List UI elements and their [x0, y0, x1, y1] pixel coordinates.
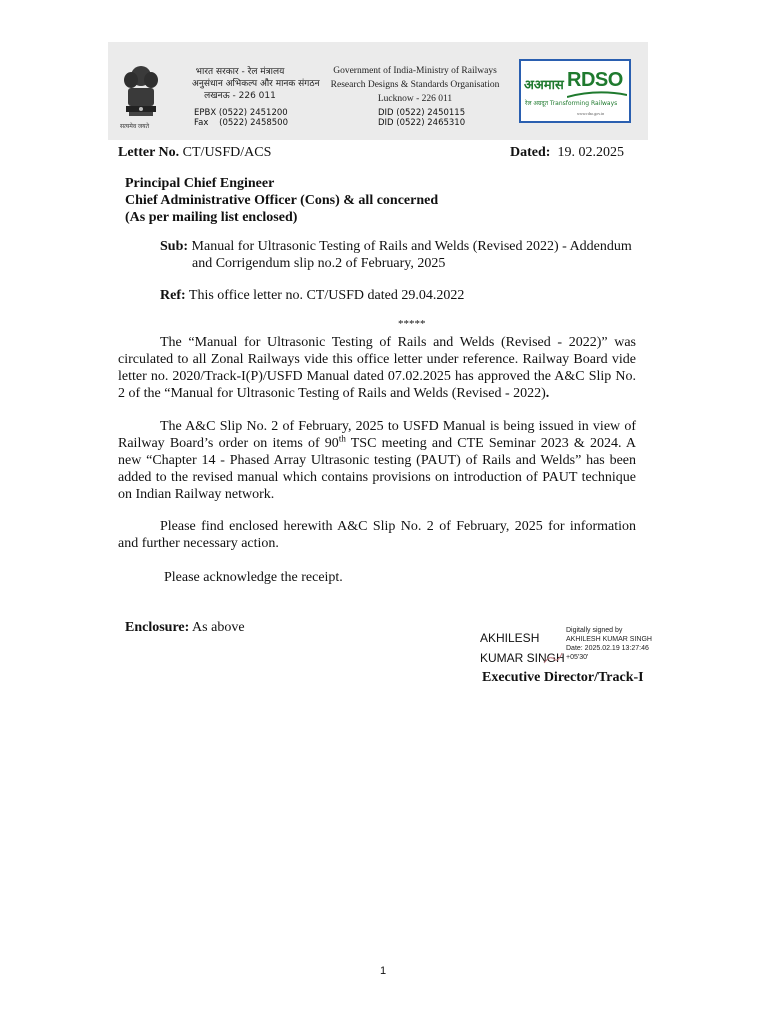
- letter-number-label: Letter No.: [118, 145, 180, 160]
- designation: Executive Director/Track-I: [482, 670, 644, 685]
- digital-signature: [480, 625, 650, 669]
- signature-detail-line: Digitally signed by: [566, 627, 623, 634]
- phone-line: Fax (0522) 2458500: [194, 118, 288, 128]
- addressee-line: Chief Administrative Officer (Cons) & all concerned: [125, 193, 439, 208]
- subject-line: Manual for Ultrasonic Testing of Rails and Welds (Revised 2022) - Addendum: [191, 239, 632, 254]
- signature-detail-line: +05'30': [566, 654, 589, 661]
- addressee-line: Principal Chief Engineer: [125, 176, 275, 191]
- logo-hindi-text: अअमास: [524, 78, 564, 93]
- body-paragraph-1: [118, 334, 636, 402]
- logo-url: www.rdso.gov.in: [577, 111, 605, 116]
- enclosure: [125, 619, 245, 636]
- page-number: 1: [380, 965, 387, 977]
- contact-numbers-right: [378, 108, 465, 128]
- english-address: [330, 64, 500, 106]
- paragraph-text: The “Manual for Ultrasonic Testing of Rails and Welds (Revised - 2022)” was circulated to all Zonal Railways vide this office letter under reference. Railway Board vide letter no. 2020/Track-I(P)/USFD Manual dated 07.02.2025 has approved the A&C Slip No. 2 of the “Manual for Ultrasonic Testing of Rails and Welds (Revised - 2022): [118, 335, 636, 401]
- hindi-line: भारत सरकार - रेल मंत्रालय: [195, 67, 285, 77]
- paragraph-end: .: [545, 386, 550, 401]
- signature-detail-line: Date: 2025.02.19 13:27:46: [566, 645, 649, 652]
- logo-swoosh-icon: [567, 91, 627, 99]
- subject-label: Sub:: [160, 239, 189, 254]
- body-paragraph-2: [118, 418, 636, 503]
- reference-text: This office letter no. CT/USFD dated 29.04.2022: [188, 288, 465, 303]
- addressee-line: (As per mailing list enclosed): [125, 210, 298, 225]
- signature-detail-line: AKHILESH KUMAR SINGH: [566, 636, 652, 643]
- reference-label: Ref:: [160, 288, 186, 303]
- rdso-logo: [519, 59, 631, 123]
- reference: [160, 287, 464, 304]
- letter-number-value: CT/USFD/ACS: [182, 145, 272, 160]
- signer-name-line: AKHILESH: [480, 631, 540, 645]
- signature-details: [566, 626, 652, 662]
- superscript: th: [338, 433, 346, 444]
- paragraph-text: The A&C Slip No. 2 of February, 2025 to USFD Manual is being issued in view of Railway Board’s order on items of 90: [118, 419, 636, 451]
- subject-line: and Corrigendum slip no.2 of February, 2025: [192, 256, 446, 271]
- subject: [160, 238, 632, 255]
- logo-brand-text: RDSO: [567, 69, 623, 91]
- emblem-motto: सत्यमेव जयते: [120, 124, 150, 130]
- date-value: 19. 02.2025: [557, 145, 624, 160]
- letterhead: [108, 42, 648, 140]
- acknowledge-line: Please acknowledge the receipt.: [164, 570, 343, 585]
- hindi-line: अनुसंधान अभिकल्प और मानक संगठन: [192, 79, 320, 89]
- enclosure-text: As above: [192, 620, 245, 635]
- separator: *****: [398, 318, 426, 330]
- hindi-address: [192, 66, 320, 102]
- date-label: Dated:: [510, 145, 551, 160]
- logo-tagline: रेल अग्रदूत Transforming Railways: [525, 100, 618, 107]
- phone-line: DID (0522) 2465310: [378, 118, 466, 128]
- contact-numbers-left: [194, 108, 288, 128]
- phone-line: DID (0522) 2450115: [378, 108, 466, 118]
- letter-number: [118, 144, 271, 161]
- paragraph-text: TSC meeting and CTE Seminar 2023 & 2024. A new “Chapter 14 - Phased Array Ultrasonic testing (PAUT) of Rails and Welds” has been added to the revised manual which contains provisions on introduction of PAUT technique on Indian Railway network.: [118, 436, 636, 502]
- ministry-line: Government of India-Ministry of Railways: [333, 66, 497, 76]
- letter-date: [510, 144, 624, 161]
- city-line: Lucknow - 226 011: [377, 94, 453, 104]
- hindi-line: लखनऊ - 226 011: [204, 91, 276, 101]
- body-paragraph-3: Please find enclosed herewith A&C Slip No. 2 of February, 2025 for information and further necessary action.: [118, 519, 636, 551]
- enclosure-label: Enclosure:: [125, 620, 190, 635]
- phone-line: EPBX (0522) 2451200: [194, 108, 288, 118]
- signer-name-line: KUMAR SINGH: [480, 651, 565, 665]
- organisation-line: Research Designs & Standards Organisation: [330, 80, 500, 90]
